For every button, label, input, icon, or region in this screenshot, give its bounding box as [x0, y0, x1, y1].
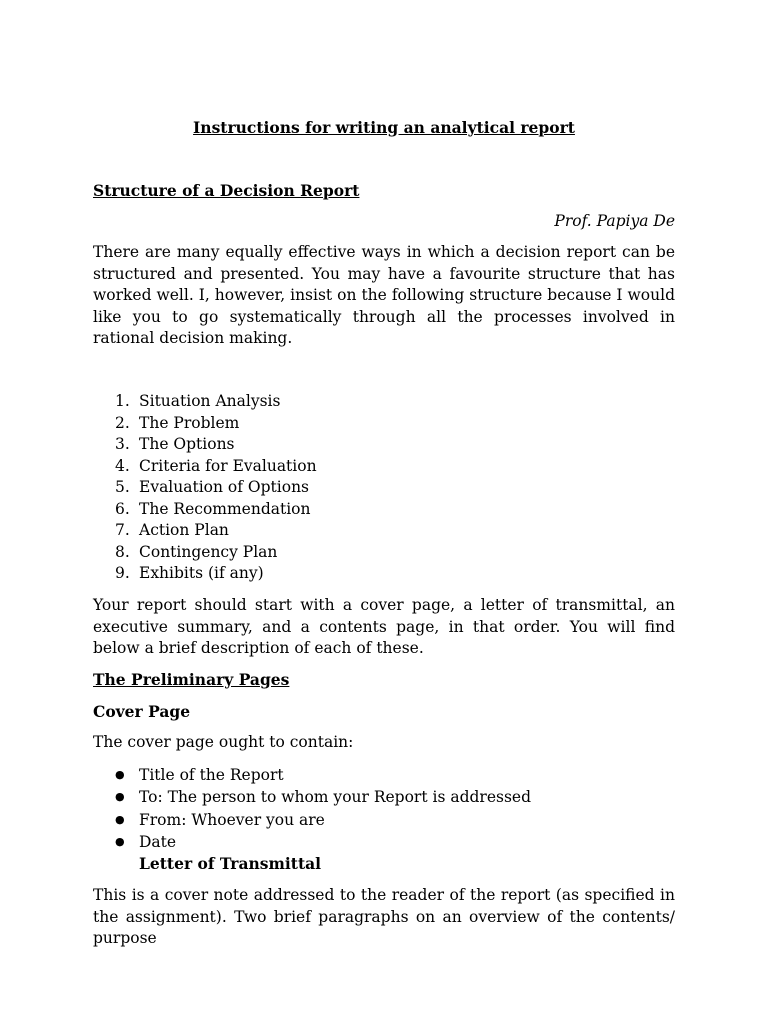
transmittal-heading: Letter of Transmittal	[139, 854, 322, 873]
list-item-number: 8.	[115, 542, 130, 561]
list-item-number: 6.	[115, 499, 130, 518]
bullet-icon: ●	[115, 768, 125, 781]
list-item-label: Contingency Plan	[139, 542, 278, 561]
report-start-paragraph: Your report should start with a cover page, a letter of transmittal, an executive summary, and a contents page, in that order. You will find below a brief description of each of these.	[93, 596, 675, 658]
cover-page-heading: Cover Page	[93, 702, 191, 721]
list-item-label: The Recommendation	[139, 499, 311, 518]
list-item-number: 9.	[115, 564, 130, 582]
list-item	[93, 764, 531, 786]
list-item	[93, 520, 317, 542]
list-item	[93, 542, 317, 564]
document-title: Instructions for writing an analytical report	[193, 118, 575, 137]
list-item-number: 2.	[115, 413, 130, 432]
list-item-label: Evaluation of Options	[139, 478, 310, 496]
list-item-number: 1.	[115, 392, 130, 410]
transmittal-paragraph: This is a cover note addressed to the reader of the report (as specified in the assignment). Two brief paragraphs on an overview of the contents/ purpose	[93, 886, 675, 948]
list-item	[93, 809, 531, 831]
document-page	[93, 0, 675, 1024]
section-heading-structure: Structure of a Decision Report	[93, 181, 360, 200]
list-item	[93, 413, 317, 435]
list-item-label: The Problem	[139, 413, 240, 432]
section-heading-preliminary: The Preliminary Pages	[93, 670, 290, 689]
list-item	[93, 456, 317, 478]
list-item	[93, 831, 531, 853]
list-item-label: Title of the Report	[139, 766, 284, 784]
list-item	[93, 434, 317, 456]
list-item-label: Exhibits (if any)	[139, 564, 264, 582]
cover-page-list	[93, 764, 531, 853]
author-name: Prof. Papiya De	[554, 212, 675, 230]
list-item-number: 3.	[115, 435, 130, 453]
bullet-icon: ●	[115, 812, 125, 826]
bullet-icon: ●	[115, 834, 125, 848]
list-item	[93, 499, 317, 521]
list-item	[93, 391, 317, 413]
list-item-number: 5.	[115, 478, 130, 496]
list-item-label: Action Plan	[139, 521, 229, 539]
list-item	[93, 563, 317, 585]
intro-paragraph: There are many equally effective ways in which a decision report can be structured and presented. You may have a favourite structure that has worked well. I, however, insist on the following structure because I would like you to go systematically through all the processes involved in rational decision making.	[93, 243, 675, 348]
bullet-icon: ●	[115, 790, 125, 804]
list-item-label: From: Whoever you are	[139, 810, 325, 829]
list-item-label: The Options	[139, 435, 235, 453]
list-item-number: 4.	[115, 456, 130, 475]
structure-list	[93, 391, 317, 585]
list-item-label: Date	[139, 832, 177, 851]
list-item-label: Criteria for Evaluation	[139, 456, 317, 475]
list-item-number: 7.	[115, 521, 130, 539]
list-item	[93, 477, 317, 499]
list-item-label: Situation Analysis	[139, 392, 281, 410]
list-item-label: To: The person to whom your Report is addressed	[139, 788, 532, 807]
list-item	[93, 786, 531, 808]
cover-page-intro: The cover page ought to contain:	[93, 733, 354, 751]
